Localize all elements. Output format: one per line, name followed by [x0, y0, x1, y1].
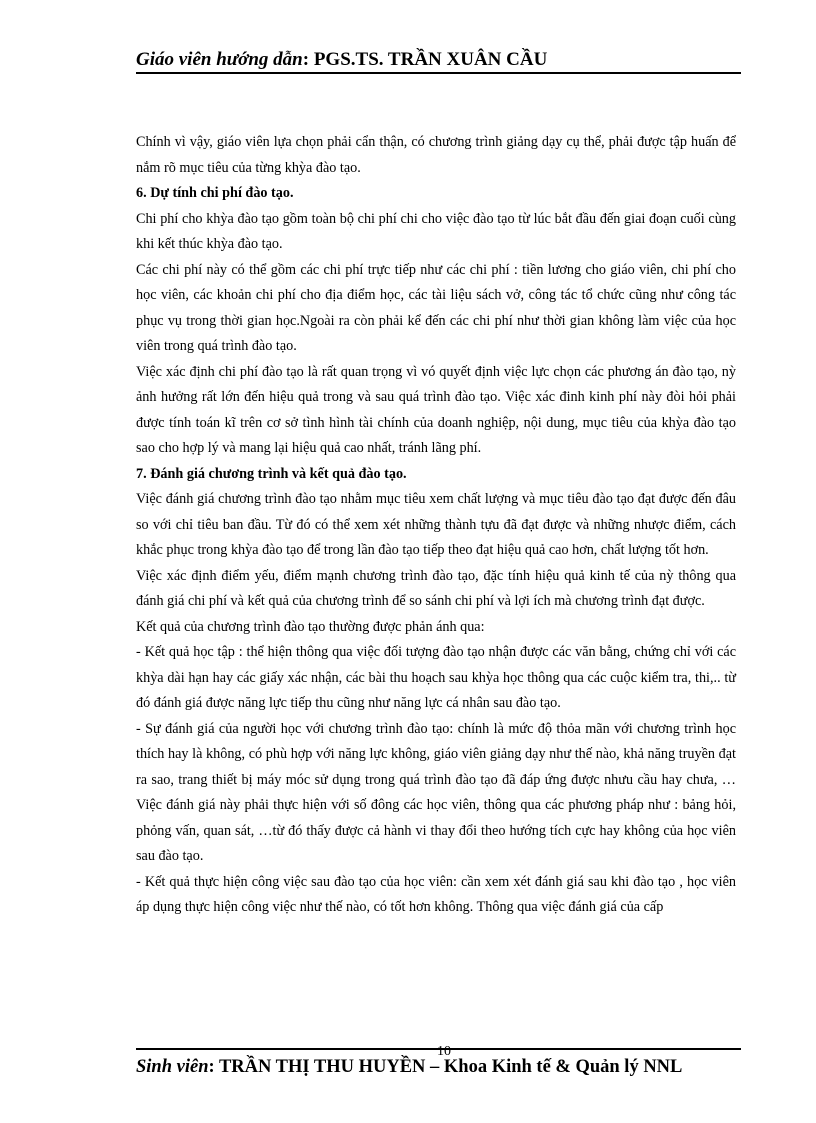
header-separator: : [302, 49, 314, 70]
paragraph: Việc xác định điểm yếu, điểm mạnh chương trình đào tạo, đặc tính hiệu quả kinh tế của nỳ thông qua đánh giá chi phí và kết quả của chương trình để so sánh chi phí và lợi ích mà chương trình đạt được. [136, 567, 736, 609]
section-heading: 6. Dự tính chi phí đào tạo. [136, 185, 294, 201]
header-divider [136, 72, 741, 74]
footer-name: TRẦN THỊ THU HUYỀN – Khoa Kinh tế & Quản lý NNL [218, 1057, 683, 1077]
paragraph: Việc đánh giá chương trình đào tạo nhằm mục tiêu xem chất lượng và mục tiêu đào tạo đạt được đến đâu so với chỉ tiêu ban đầu. Từ đó có thể xem xét những thành tựu đã đạt được và những nhược điểm, cách khắc phục trong khỳa đào tạo để trong lần đào tạo tiếp theo đạt hiệu quả cao hơn, chất lượng tốt hơn. [136, 491, 736, 558]
footer-label: Sinh viên [136, 1057, 209, 1077]
footer-separator: : [208, 1057, 219, 1077]
paragraph: - Kết quả thực hiện công việc sau đào tạo của học viên: cần xem xét đánh giá sau khi đào tạo , học viên áp dụng thực hiện công việc như thế nào, có tốt hơn không. Thông qua việc đánh giá của cấp [136, 873, 736, 915]
header-name: PGS.TS. TRẦN XUÂN CẦU [313, 49, 548, 70]
page-footer [136, 1056, 742, 1078]
paragraph: Việc xác định chi phí đào tạo là rất quan trọng vì vó quyết định việc lực chọn các phương án đào tạo, nỳ ảnh hưởng rất lớn đến hiệu quả trong và sau quá trình đào tạo. Việc xác đinh kinh phí này đòi hỏi phải được tính toán kĩ trên cơ sở tình hình tài chính của doanh nghiệp, nội dung, mục tiêu của khỳa đào tạo sao cho hợp lý và mang lại hiệu quả cao nhất, tránh lãng phí. [136, 363, 736, 456]
paragraph: Chi phí cho khỳa đào tạo gồm toàn bộ chi phí chi cho việc đào tạo từ lúc bắt đầu đến giai đoạn cuối cùng khi kết thúc khỳa đào tạo. [136, 210, 736, 252]
header-label: Giáo viên hướng dẫn [136, 49, 303, 70]
section-heading: 7. Đánh giá chương trình và kết quả đào tạo. [136, 465, 407, 482]
paragraph: - Kết quả học tập : thể hiện thông qua việc đối tượng đào tạo nhận được các văn bằng, chứng chỉ với các khỳa dài hạn hay các giấy xác nhận, các bài thu hoạch sau khỳa học thông qua các cuộc kiểm tra, thi,.. từ đó đánh giá được năng lực tiếp thu cũng như năng lực cá nhân sau đào tạo. [136, 644, 736, 711]
page-header [136, 48, 742, 72]
paragraph: Các chi phí này có thể gồm các chi phí trực tiếp như các chi phí : tiền lương cho giáo viên, chi phí cho học viên, các khoản chi phí cho địa điểm học, các tài liệu sách vở, công tác tổ chức cũng như công tác phục vụ trong thời gian học.Ngoài ra còn phải kể đến các chi phí như thời gian không làm việc của học viên trong quá trình đào tạo. [136, 261, 736, 354]
paragraph: - Sự đánh giá của người học với chương trình đào tạo: chính là mức độ thỏa mãn với chương trình học thích hay là không, có phù hợp với năng lực không, giáo viên giảng dạy như thế nào, khả năng truyền đạt ra sao, trang thiết bị máy móc sử dụng trong quá trình đào tạo đã đáp ứng được nhưu cầu hay chưa, …Việc đánh giá này phải thực hiện với số đông các học viên, thông qua các phương pháp như : bảng hỏi, phỏng vấn, quan sát, …từ đó thấy được cả hành vi thay đổi theo hướng tích cực hay không của học viên sau đào tạo. [136, 720, 736, 864]
document-body [136, 130, 736, 921]
paragraph: Kết quả của chương trình đào tạo thường được phản ánh qua: [136, 618, 485, 635]
paragraph: Chính vì vậy, giáo viên lựa chọn phải cẩn thận, có chương trình giảng dạy cụ thể, phải được tập huấn để nắm rõ mục tiêu của từng khỳa đào tạo. [136, 134, 736, 176]
page-number: 10 [437, 1044, 451, 1059]
